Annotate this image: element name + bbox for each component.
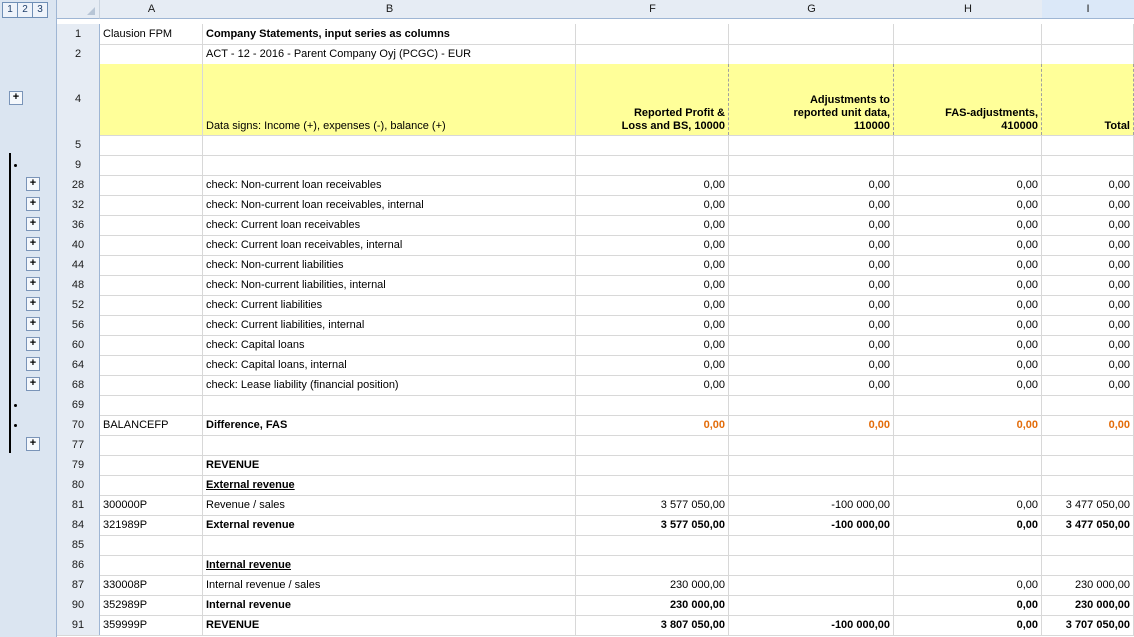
corner-triangle-icon <box>87 7 95 15</box>
check-label[interactable]: check: Capital loans <box>203 335 576 355</box>
cell-g[interactable]: -100 000,00 <box>729 495 894 515</box>
row-header[interactable]: 79 <box>57 455 100 475</box>
cell-i[interactable] <box>1042 435 1134 455</box>
row-header[interactable]: 60 <box>57 335 100 355</box>
table-row <box>57 295 1134 316</box>
cell-b[interactable] <box>203 395 576 415</box>
total-header[interactable] <box>1042 64 1134 135</box>
table-row <box>57 615 1134 636</box>
cell-h[interactable]: 0,00 <box>894 415 1042 435</box>
cell-a[interactable] <box>100 455 203 475</box>
cell-h[interactable] <box>894 475 1042 495</box>
cell-f[interactable] <box>576 395 729 415</box>
table-row <box>57 495 1134 516</box>
cell-g[interactable] <box>729 24 894 44</box>
cell-g[interactable] <box>729 455 894 475</box>
outline-dot <box>14 424 17 427</box>
expand-row-77-button[interactable]: + <box>26 437 40 451</box>
cell-g[interactable]: 0,00 <box>729 275 894 295</box>
header-line: 110000 <box>853 120 890 132</box>
cell-a[interactable]: BALANCEFP <box>100 415 203 435</box>
table-row <box>57 475 1134 496</box>
sheet-subtitle[interactable]: ACT - 12 - 2016 - Parent Company Oyj (PCGC) - EUR <box>203 44 576 64</box>
difference-fas-label[interactable]: Difference, FAS <box>203 415 576 435</box>
cell-h[interactable] <box>894 395 1042 415</box>
cell-f[interactable] <box>576 44 729 64</box>
cell-h[interactable]: 0,00 <box>894 215 1042 235</box>
row-header[interactable]: 9 <box>57 155 100 175</box>
outline-dot <box>14 404 17 407</box>
cell-f[interactable]: 3 807 050,00 <box>576 615 729 635</box>
table-row <box>57 275 1134 296</box>
cell-f[interactable] <box>576 435 729 455</box>
reported-pl-header[interactable] <box>576 64 729 135</box>
check-label[interactable]: check: Current liabilities <box>203 295 576 315</box>
cell-i[interactable]: 0,00 <box>1042 275 1134 295</box>
account-label[interactable]: Revenue / sales <box>203 495 576 515</box>
cell-a[interactable] <box>100 435 203 455</box>
cell-g[interactable]: -100 000,00 <box>729 615 894 635</box>
cell-f[interactable]: 0,00 <box>576 335 729 355</box>
cell-h[interactable]: 0,00 <box>894 375 1042 395</box>
cell-f[interactable] <box>576 475 729 495</box>
account-code[interactable]: 300000P <box>100 495 203 515</box>
row-header[interactable]: 80 <box>57 475 100 495</box>
cell-a[interactable] <box>100 235 203 255</box>
row-header[interactable]: 69 <box>57 395 100 415</box>
cell-a[interactable] <box>100 195 203 215</box>
cell-i[interactable]: 0,00 <box>1042 315 1134 335</box>
cell-f[interactable]: 3 577 050,00 <box>576 495 729 515</box>
cell-h[interactable] <box>894 535 1042 555</box>
table-row <box>57 195 1134 216</box>
cell-g[interactable] <box>729 395 894 415</box>
table-row <box>57 515 1134 536</box>
cell-g[interactable]: 0,00 <box>729 315 894 335</box>
cell-i[interactable]: 0,00 <box>1042 295 1134 315</box>
cell-i[interactable]: 0,00 <box>1042 335 1134 355</box>
expand-row-64-button[interactable]: + <box>26 357 40 371</box>
cell-i[interactable]: 230 000,00 <box>1042 575 1134 595</box>
cell-b[interactable] <box>203 135 576 155</box>
row-header[interactable]: 32 <box>57 195 100 215</box>
row-header[interactable]: 56 <box>57 315 100 335</box>
table-row <box>57 315 1134 336</box>
cell-a[interactable] <box>100 175 203 195</box>
cell-f[interactable]: 0,00 <box>576 375 729 395</box>
cell-h[interactable] <box>894 24 1042 44</box>
expand-row-60-button[interactable]: + <box>26 337 40 351</box>
cell-g[interactable] <box>729 475 894 495</box>
cell-g[interactable]: 0,00 <box>729 295 894 315</box>
cell-i[interactable] <box>1042 455 1134 475</box>
cell-f[interactable]: 230 000,00 <box>576 595 729 615</box>
cell-f[interactable]: 0,00 <box>576 355 729 375</box>
cell-b[interactable] <box>203 155 576 175</box>
table-row <box>57 355 1134 376</box>
row-header[interactable]: 84 <box>57 515 100 535</box>
row-header[interactable]: 68 <box>57 375 100 395</box>
account-code[interactable]: 352989P <box>100 595 203 615</box>
cell-h[interactable]: 0,00 <box>894 175 1042 195</box>
outline-panel <box>0 0 57 637</box>
check-label[interactable]: check: Non-current loan receivables <box>203 175 576 195</box>
cell-a[interactable] <box>100 475 203 495</box>
table-row <box>57 215 1134 236</box>
section-heading[interactable]: REVENUE <box>203 455 576 475</box>
check-label[interactable]: check: Non-current loan receivables, internal <box>203 195 576 215</box>
cell-a[interactable] <box>100 355 203 375</box>
cell-h[interactable]: 0,00 <box>894 195 1042 215</box>
row-header[interactable]: 28 <box>57 175 100 195</box>
cell-i[interactable]: 3 477 050,00 <box>1042 515 1134 535</box>
cell-h[interactable]: 0,00 <box>894 295 1042 315</box>
check-label[interactable]: check: Current loan receivables <box>203 215 576 235</box>
cell-g[interactable] <box>729 44 894 64</box>
expand-row-56-button[interactable]: + <box>26 317 40 331</box>
cell-a[interactable] <box>100 215 203 235</box>
row-header[interactable]: 4 <box>57 64 100 135</box>
outline-level-3-button[interactable]: 3 <box>32 2 48 18</box>
cell-g[interactable] <box>729 135 894 155</box>
row-header[interactable]: 40 <box>57 235 100 255</box>
select-all-corner[interactable] <box>57 0 100 19</box>
cell-i[interactable]: 0,00 <box>1042 235 1134 255</box>
cell-a[interactable] <box>100 315 203 335</box>
cell-a[interactable] <box>100 64 203 135</box>
cell-h[interactable]: 0,00 <box>894 255 1042 275</box>
account-code[interactable]: 330008P <box>100 575 203 595</box>
column-header-i[interactable]: I <box>1042 0 1134 19</box>
account-code[interactable]: 321989P <box>100 515 203 535</box>
expand-row-68-button[interactable]: + <box>26 377 40 391</box>
header-line: Adjustments to <box>809 94 890 106</box>
cell-a[interactable] <box>100 155 203 175</box>
table-row <box>57 415 1134 436</box>
expand-row-36-button[interactable]: + <box>26 217 40 231</box>
account-code[interactable]: 359999P <box>100 615 203 635</box>
cell-f[interactable]: 0,00 <box>576 275 729 295</box>
column-header-g[interactable]: G <box>729 0 895 19</box>
outline-level-1-button[interactable]: 1 <box>2 2 18 18</box>
cell-f[interactable] <box>576 155 729 175</box>
cell-g[interactable]: -100 000,00 <box>729 515 894 535</box>
table-row <box>57 135 1134 156</box>
cell-g[interactable]: 0,00 <box>729 175 894 195</box>
expand-row-32-button[interactable]: + <box>26 197 40 211</box>
row-header[interactable]: 48 <box>57 275 100 295</box>
cell-i[interactable] <box>1042 135 1134 155</box>
cell-h[interactable] <box>894 555 1042 575</box>
cell-h[interactable]: 0,00 <box>894 615 1042 635</box>
cell-i[interactable]: 0,00 <box>1042 355 1134 375</box>
row-header[interactable]: 90 <box>57 595 100 615</box>
cell-i[interactable]: 0,00 <box>1042 215 1134 235</box>
cell-i[interactable]: 0,00 <box>1042 195 1134 215</box>
adjustments-header[interactable] <box>729 64 894 135</box>
table-row <box>57 175 1134 196</box>
table-row <box>57 375 1134 396</box>
account-label[interactable]: External revenue <box>203 515 576 535</box>
cell-h[interactable] <box>894 44 1042 64</box>
cell-g[interactable] <box>729 555 894 575</box>
cell-f[interactable]: 0,00 <box>576 295 729 315</box>
row-header[interactable]: 86 <box>57 555 100 575</box>
table-row <box>57 595 1134 616</box>
cell-a[interactable] <box>100 275 203 295</box>
table-row <box>57 555 1134 576</box>
data-signs-cell[interactable] <box>203 64 576 135</box>
cell-g[interactable]: 0,00 <box>729 215 894 235</box>
row-header[interactable]: 91 <box>57 615 100 635</box>
cell-i[interactable] <box>1042 395 1134 415</box>
cell-f[interactable]: 230 000,00 <box>576 575 729 595</box>
row-header[interactable]: 81 <box>57 495 100 515</box>
expand-row-52-button[interactable]: + <box>26 297 40 311</box>
table-row <box>57 155 1134 176</box>
check-label[interactable]: check: Lease liability (financial position) <box>203 375 576 395</box>
row-header[interactable]: 5 <box>57 135 100 155</box>
outline-dot <box>14 164 17 167</box>
header-line: Reported Profit & <box>633 107 725 119</box>
column-header-b[interactable]: B <box>203 0 577 19</box>
cell-i[interactable] <box>1042 24 1134 44</box>
check-label[interactable]: check: Current liabilities, internal <box>203 315 576 335</box>
table-row <box>57 44 1134 65</box>
cell-i[interactable] <box>1042 535 1134 555</box>
cell-i[interactable] <box>1042 155 1134 175</box>
cell-a[interactable] <box>100 395 203 415</box>
cell-g[interactable]: 0,00 <box>729 355 894 375</box>
row-header[interactable]: 85 <box>57 535 100 555</box>
cell-h[interactable] <box>894 135 1042 155</box>
cell-i[interactable] <box>1042 475 1134 495</box>
cell-h[interactable]: 0,00 <box>894 275 1042 295</box>
check-label[interactable]: check: Non-current liabilities <box>203 255 576 275</box>
cell-h[interactable]: 0,00 <box>894 515 1042 535</box>
cell-i[interactable]: 3 477 050,00 <box>1042 495 1134 515</box>
row-header[interactable]: 87 <box>57 575 100 595</box>
column-header-a[interactable]: A <box>100 0 204 19</box>
cell-h[interactable] <box>894 155 1042 175</box>
cell-a[interactable]: Clausion FPM <box>100 24 203 44</box>
cell-i[interactable]: 3 707 050,00 <box>1042 615 1134 635</box>
cell-h[interactable]: 0,00 <box>894 355 1042 375</box>
cell-g[interactable] <box>729 595 894 615</box>
cell-b[interactable] <box>203 535 576 555</box>
table-row <box>57 24 1134 45</box>
cell-h[interactable] <box>894 455 1042 475</box>
column-header-f[interactable]: F <box>576 0 730 19</box>
cell-h[interactable]: 0,00 <box>894 575 1042 595</box>
header-line: reported unit data, <box>793 107 890 119</box>
cell-f[interactable]: 0,00 <box>576 315 729 335</box>
cell-a[interactable] <box>100 555 203 575</box>
cell-g[interactable]: 0,00 <box>729 235 894 255</box>
cell-g[interactable]: 0,00 <box>729 375 894 395</box>
check-label[interactable]: check: Current loan receivables, internal <box>203 235 576 255</box>
cell-a[interactable] <box>100 135 203 155</box>
cell-a[interactable] <box>100 255 203 275</box>
cell-f[interactable] <box>576 455 729 475</box>
cell-g[interactable]: 0,00 <box>729 255 894 275</box>
row-header[interactable]: 70 <box>57 415 100 435</box>
cell-i[interactable]: 0,00 <box>1042 415 1134 435</box>
check-label[interactable]: check: Non-current liabilities, internal <box>203 275 576 295</box>
row-header[interactable]: 77 <box>57 435 100 455</box>
cell-i[interactable]: 0,00 <box>1042 175 1134 195</box>
cell-i[interactable] <box>1042 44 1134 64</box>
row-header[interactable]: 52 <box>57 295 100 315</box>
cell-g[interactable]: 0,00 <box>729 335 894 355</box>
fas-adjustments-header[interactable] <box>894 64 1042 135</box>
row-header[interactable]: 44 <box>57 255 100 275</box>
cell-h[interactable]: 0,00 <box>894 495 1042 515</box>
expand-row-28-button[interactable]: + <box>26 177 40 191</box>
table-row <box>57 575 1134 596</box>
header-line: FAS-adjustments, <box>945 107 1038 119</box>
cell-i[interactable]: 0,00 <box>1042 255 1134 275</box>
cell-g[interactable]: 0,00 <box>729 415 894 435</box>
header-line: Loss and BS, 10000 <box>621 120 725 132</box>
cell-f[interactable]: 0,00 <box>576 415 729 435</box>
cell-i[interactable]: 0,00 <box>1042 375 1134 395</box>
cell-f[interactable] <box>576 535 729 555</box>
cell-f[interactable]: 0,00 <box>576 255 729 275</box>
header-line: Total <box>1104 120 1130 132</box>
cell-a[interactable] <box>100 335 203 355</box>
cell-a[interactable] <box>100 295 203 315</box>
cell-a[interactable] <box>100 44 203 64</box>
outline-group-bar <box>9 153 11 453</box>
outline-level-2-button[interactable]: 2 <box>17 2 33 18</box>
column-header-h[interactable]: H <box>894 0 1043 19</box>
cell-a[interactable] <box>100 535 203 555</box>
table-row <box>57 335 1134 356</box>
cell-f[interactable]: 0,00 <box>576 175 729 195</box>
cell-a[interactable] <box>100 375 203 395</box>
check-label[interactable]: check: Capital loans, internal <box>203 355 576 375</box>
sheet-title[interactable]: Company Statements, input series as columns <box>203 24 576 44</box>
cell-f[interactable]: 0,00 <box>576 195 729 215</box>
table-row <box>57 535 1134 556</box>
cell-f[interactable]: 3 577 050,00 <box>576 515 729 535</box>
cell-g[interactable] <box>729 435 894 455</box>
account-label[interactable]: Internal revenue / sales <box>203 575 576 595</box>
account-label[interactable]: REVENUE <box>203 615 576 635</box>
row-header[interactable]: 36 <box>57 215 100 235</box>
cell-h[interactable]: 0,00 <box>894 595 1042 615</box>
cell-g[interactable] <box>729 535 894 555</box>
cell-f[interactable]: 0,00 <box>576 215 729 235</box>
cell-h[interactable] <box>894 435 1042 455</box>
account-label[interactable]: Internal revenue <box>203 595 576 615</box>
cell-h[interactable]: 0,00 <box>894 335 1042 355</box>
expand-row-48-button[interactable]: + <box>26 277 40 291</box>
row-header[interactable]: 1 <box>57 24 100 44</box>
row-header[interactable]: 2 <box>57 44 100 64</box>
subsection-heading[interactable]: Internal revenue <box>203 555 576 575</box>
cell-i[interactable] <box>1042 555 1134 575</box>
cell-h[interactable]: 0,00 <box>894 315 1042 335</box>
cell-f[interactable] <box>576 24 729 44</box>
header-line: 410000 <box>1001 120 1038 132</box>
cell-f[interactable]: 0,00 <box>576 235 729 255</box>
cell-i[interactable]: 230 000,00 <box>1042 595 1134 615</box>
cell-g[interactable] <box>729 155 894 175</box>
expand-row-40-button[interactable]: + <box>26 237 40 251</box>
row-header[interactable]: 64 <box>57 355 100 375</box>
cell-g[interactable]: 0,00 <box>729 195 894 215</box>
cell-b[interactable] <box>203 435 576 455</box>
table-row <box>57 255 1134 276</box>
table-row <box>57 395 1134 416</box>
cell-h[interactable]: 0,00 <box>894 235 1042 255</box>
cell-g[interactable] <box>729 575 894 595</box>
column-titles-row <box>57 64 1134 136</box>
data-signs-label: Data signs: Income (+), expenses (-), balance (+) <box>206 120 446 132</box>
cell-f[interactable] <box>576 555 729 575</box>
subsection-heading[interactable]: External revenue <box>203 475 576 495</box>
expand-header-group-button[interactable]: + <box>9 91 23 105</box>
expand-row-44-button[interactable]: + <box>26 257 40 271</box>
table-row <box>57 435 1134 456</box>
cell-f[interactable] <box>576 135 729 155</box>
table-row <box>57 235 1134 256</box>
table-row <box>57 455 1134 476</box>
